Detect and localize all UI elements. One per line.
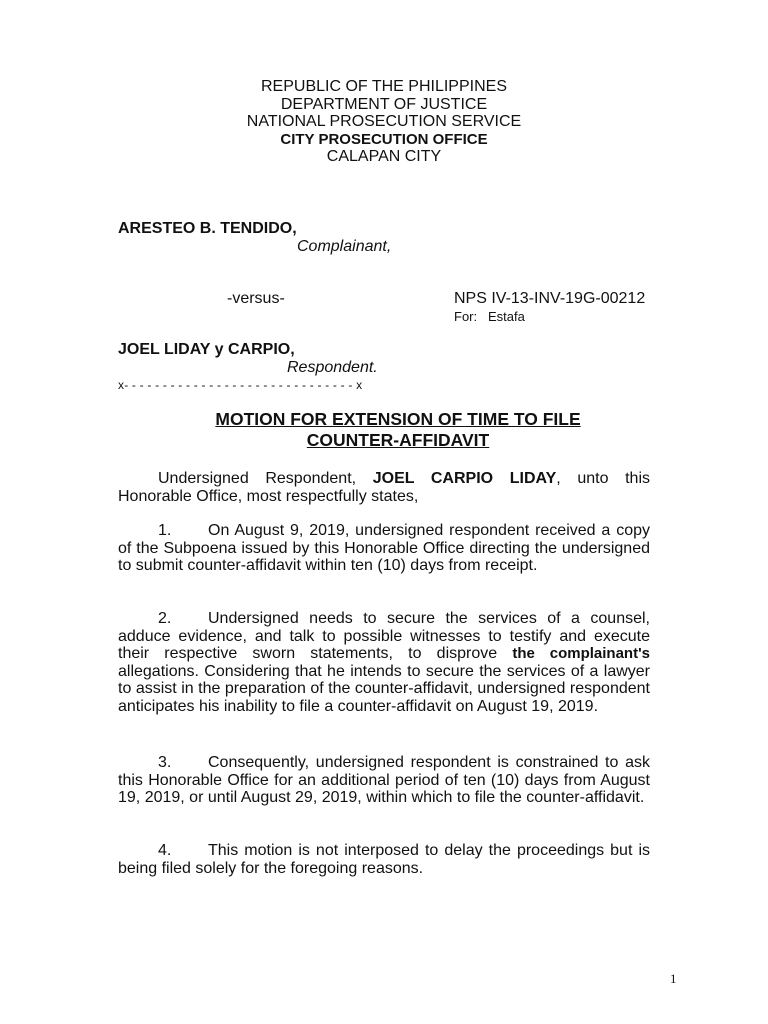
header-city: CALAPAN CITY (326, 148, 442, 166)
header-department: DEPARTMENT OF JUSTICE (280, 95, 488, 113)
complainant-name: ARESTEO B. TENDIDO, (118, 220, 297, 237)
page-number: 1 (670, 971, 677, 986)
header-republic: REPUBLIC OF THE PHILIPPINES (261, 78, 507, 95)
header-office: CITY PROSECUTION OFFICE (280, 130, 488, 148)
complainant-role: Complainant, (297, 238, 392, 255)
paragraph-4-text: This motion is not interposed to delay the proceedings but is being filed solely for the foregoing reasons. (118, 842, 650, 877)
intro-respondent-name: JOEL CARPIO LIDAY (372, 470, 557, 487)
document-title (0, 409, 768, 451)
paragraph-4-number: 4. (158, 842, 172, 859)
case-for-label: For: (454, 309, 478, 324)
paragraph-3 (118, 754, 650, 807)
paragraph-2-text-pre: Undersigned needs to secure the services of a counsel, adduce evidence, and talk to possible witnesses to testify and execute their respective sworn statements, to disprove (118, 610, 650, 662)
respondent-role: Respondent. (287, 359, 378, 376)
versus-label: -versus- (227, 290, 285, 307)
intro-text-post: , unto this Honorable Office, most respectfully states, (118, 470, 651, 505)
intro-text-pre: Undersigned Respondent, (158, 470, 373, 487)
paragraph-1 (118, 522, 650, 575)
title-line-2: COUNTER-AFFIDAVIT (306, 430, 490, 450)
title-line-1: MOTION FOR EXTENSION OF TIME TO FILE (215, 409, 581, 429)
case-number: NPS IV-13-INV-19G-00212 (454, 290, 646, 307)
paragraph-2-number: 2. (158, 610, 172, 627)
intro-paragraph (118, 470, 650, 505)
paragraph-2 (118, 610, 650, 715)
paragraph-3-text: Consequently, undersigned respondent is constrained to ask this Honorable Office for an additional period of ten (10) days from August 19, 2019, or until August 29, 2019, within which to file the counter-affidavit. (118, 754, 650, 806)
paragraph-2-text-post: allegations. Considering that he intends to secure the services of a lawyer to assist in the preparation of the counter-affidavit, undersigned respondent anticipates his inability to file a counter-affidavit on August 19, 2019. (118, 662, 650, 715)
paragraph-4 (118, 842, 650, 877)
paragraph-2-emphasis: the complainant's (512, 645, 651, 662)
case-for (454, 308, 525, 326)
respondent-name: JOEL LIDAY y CARPIO, (118, 341, 295, 358)
case-for-value: Estafa (487, 309, 525, 324)
document-header (0, 78, 768, 166)
paragraph-1-number: 1. (158, 522, 172, 539)
caption-separator: x- - - - - - - - - - - - - - - - - - - - - - - - - - - - - - x (118, 378, 363, 392)
paragraph-1-text: On August 9, 2019, undersigned respondent received a copy of the Subpoena issued by this Honorable Office directing the undersigned to submit counter-affidavit within ten (10) days from receipt. (118, 522, 650, 574)
header-service: NATIONAL PROSECUTION SERVICE (246, 113, 522, 131)
paragraph-3-number: 3. (158, 754, 172, 771)
